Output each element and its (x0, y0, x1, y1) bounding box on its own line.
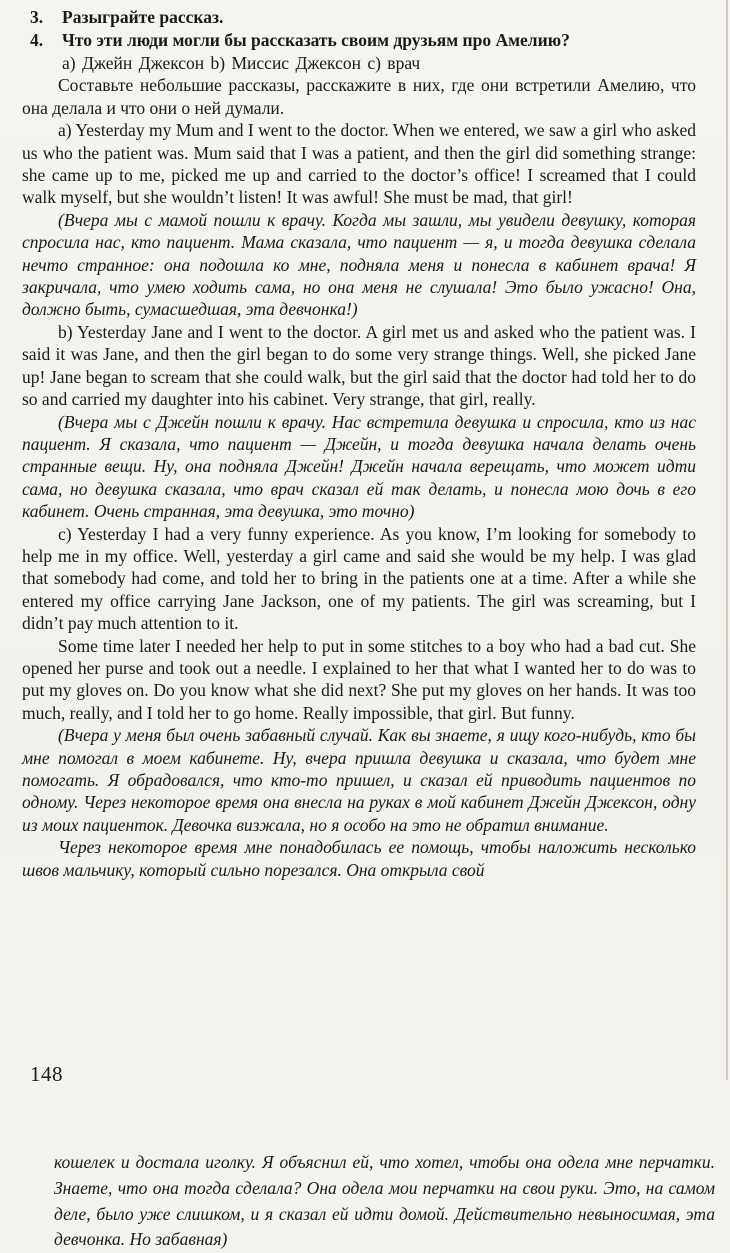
story-c-russian-translation-part-2: Через некоторое время мне понадобилась ее помощь, чтобы наложить несколько швов мальчику, который сильно порезался. Она открыла свой (22, 837, 696, 880)
exercise-4-answer-options: а) Джейн Джексон b) Миссис Джексон с) врач (62, 53, 421, 73)
exercise-3-heading (22, 6, 696, 29)
story-a-english: a) Yesterday my Mum and I went to the doctor. When we entered, we saw a girl who asked us who the patient was. Mum said that I was a patient, and then the girl did something strange: she came up to me, picked me up and carried to the doctor’s office! I screamed that I could walk myself, but she wouldn’t listen! It was awful! She must be mad, that girl! (22, 120, 696, 208)
exercise-3-number: 3. (30, 7, 44, 27)
exercise-3-title: Разыграйте рассказ. (62, 7, 224, 27)
page-text-block (0, 4, 730, 881)
next-page-continuation-block (54, 1150, 715, 1253)
story-b-russian-translation: (Вчера мы с Джейн пошли к врачу. Нас встретила девушка и спросила, кто из нас пациент. Я сказала, что пациент — Джейн, и тогда девушка начала делать очень странные вещи. Ну, она подняла Джейн! Джейн начала верещать, что может идти сама, но девушка сказала, что врач сказал ей так делать, и понесла мою дочь в его кабинет. Очень странная, эта девушка, это точно) (22, 411, 696, 522)
page-number: 148 (30, 1062, 63, 1086)
story-c-russian-translation-continuation: кошелек и достала иголку. Я объяснил ей, что хотел, чтобы она одела мне перчатки. Знаете, что она тогда сделала? Она одела мои перчатки на свои руки. Это, на самом деле, было уже слишком, и я сказал ей идти домой. Действительно невыносимая, эта девчонка. Но забавная) (54, 1152, 715, 1250)
story-a-russian-translation: (Вчера мы с мамой пошли к врачу. Когда мы зашли, мы увидели девушку, которая спросила нас, кто пациент. Мама сказала, что пациент — я, и тогда девушка сделала нечто странное: она подошла ко мне, подняла меня и понесла в кабинет врача! Я закричала, что умею ходить сама, но она меня не слушала! Это было ужасно! Она, должно быть, сумасшедшая, эта девчонка!) (22, 209, 696, 320)
exercise-4-title: Что эти люди могли бы рассказать своим друзьям про Амелию? (62, 30, 570, 50)
story-b-english: b) Yesterday Jane and I went to the doctor. A girl met us and asked who the patient was. I said it was Jane, and then the girl began to do some very strange things. Well, she picked Jane up! Jane began to scream that she could walk, but the girl said that the doctor had told her to do so and carried my daughter into his cabinet. Very strange, that girl, really. (22, 321, 696, 410)
story-c-russian-translation-part-1: (Вчера у меня был очень забавный случай. Как вы знаете, я ищу кого-нибудь, кто бы мне помогал в моем кабинете. Ну, вчера пришла девушка и сказала, что будет мне помогать. Я обрадовался, что кто-то пришел, и сказал ей приводить пациентов по одному. Через некоторое время она внесла на руках в мой кабинет Джейн Джексон, одну из моих пациенток. Девочка визжала, но я особо на это не обратил внимание. (22, 725, 696, 835)
exercise-4-number: 4. (30, 30, 44, 50)
exercise-4-heading (22, 29, 696, 52)
story-c-english-part-2: Some time later I needed her help to put in some stitches to a boy who had a bad cut. She opened her purse and took out a needle. I explained to her that what I wanted her to do was to put my gloves on. Do you know what she did next? She put my gloves on her hands. It was too much, really, and I told her to go home. Really impossible, that girl. But funny. (22, 635, 696, 723)
exercise-4-instructions: Составьте небольшие рассказы, расскажите в них, где они встретили Амелию, что она делала и что они о ней думали. (22, 75, 696, 118)
story-c-english-part-1: c) Yesterday I had a very funny experience. As you know, I’m looking for somebody to help me in my office. Well, yesterday a girl came and said she would be my help. I was glad that somebody had come, and told her to bring in the patients one at a time. After a while she entered my office carrying Jane Jackson, one of my patients. The girl was screaming, but I didn’t pay much attention to it. (22, 523, 696, 634)
